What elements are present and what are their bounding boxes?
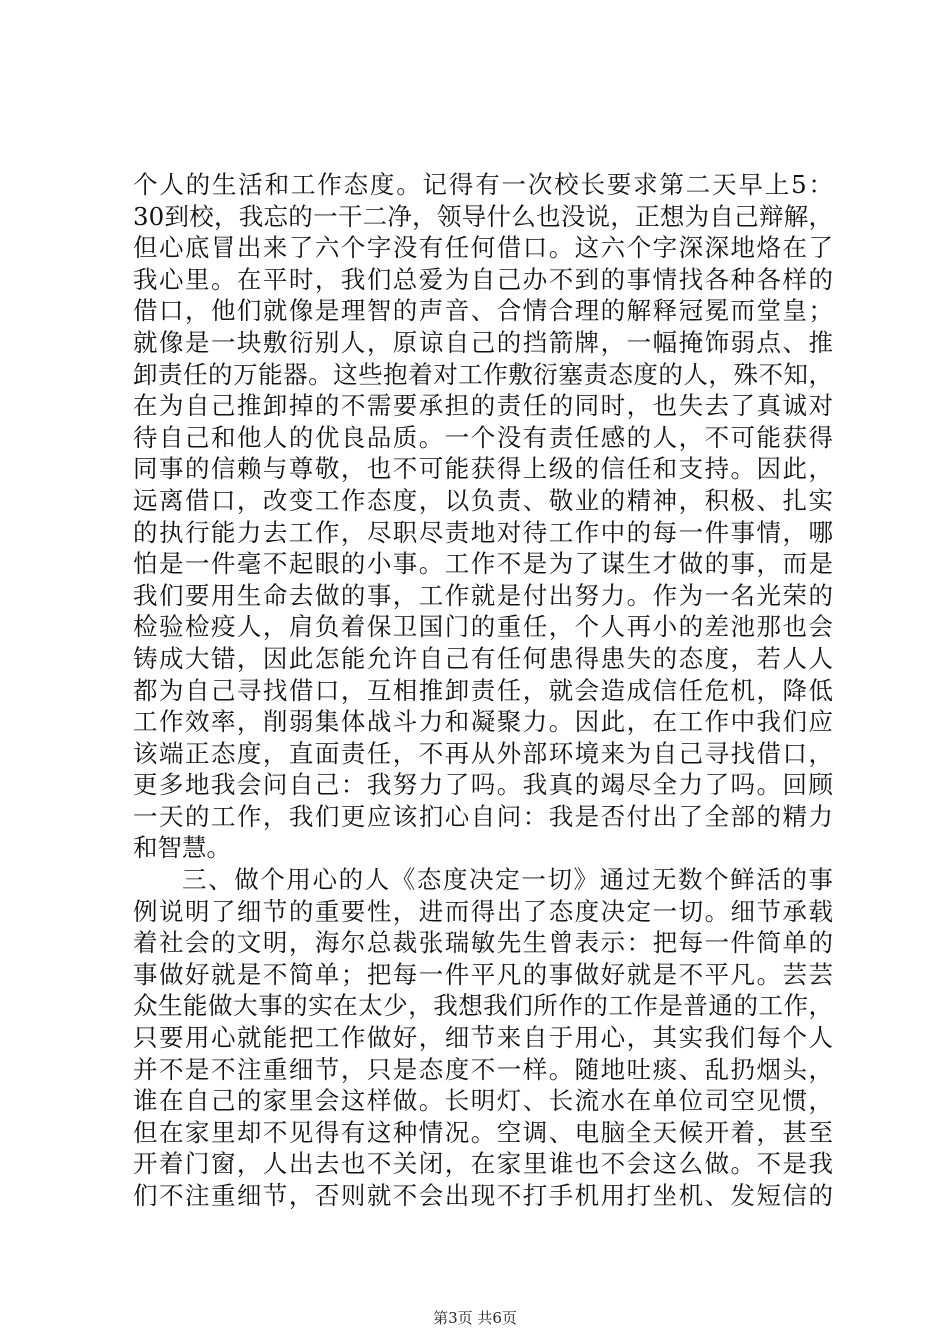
text-line: 就像是一块敷衍别人，原谅自己的挡箭牌，一幅掩饰弱点、推 <box>133 327 833 357</box>
text-line: 30到校，我忘的一干二净，领导什么也没说，正想为自己辩解， <box>133 201 833 231</box>
text-line: 例说明了细节的重要性，进而得出了态度决定一切。细节承载 <box>133 896 833 926</box>
text-line: 远离借口，改变工作态度，以负责、敬业的精神，积极、扎实 <box>133 485 833 515</box>
text-line: 都为自己寻找借口，互相推卸责任，就会造成信任危机，降低 <box>133 675 833 705</box>
text-line: 借口，他们就像是理智的声音、合情合理的解释冠冕而堂皇； <box>133 296 833 326</box>
text-line: 事做好就是不简单；把每一件平凡的事做好就是不平凡。芸芸 <box>133 959 833 989</box>
page-number-footer: 第3页 共6页 <box>433 1309 517 1327</box>
text-line: 我心里。在平时，我们总爱为自己办不到的事情找各种各样的 <box>133 264 833 294</box>
text-line: 怕是一件毫不起眼的小事。工作不是为了谋生才做的事，而是 <box>133 549 833 579</box>
text-line: 只要用心就能把工作做好，细节来自于用心，其实我们每个人 <box>133 1023 833 1053</box>
text-line: 待自己和他人的优良品质。一个没有责任感的人，不可能获得 <box>133 422 833 452</box>
text-line: 卸责任的万能器。这些抱着对工作敷衍塞责态度的人，殊不知， <box>133 359 833 389</box>
text-line: 并不是不注重细节，只是态度不一样。随地吐痰、乱扔烟头， <box>133 1054 833 1084</box>
paragraph-end-line: 和智慧。 <box>133 833 231 863</box>
text-line: 工作效率，削弱集体战斗力和凝聚力。因此，在工作中我们应 <box>133 707 833 737</box>
text-line: 着社会的文明，海尔总裁张瑞敏先生曾表示：把每一件简单的 <box>133 928 833 958</box>
text-line: 们不注重细节，否则就不会出现不打手机用打坐机、发短信的 <box>133 1181 833 1210</box>
text-line: 但在家里却不见得有这种情况。空调、电脑全天候开着，甚至 <box>133 1117 833 1147</box>
text-line: 检验检疫人，肩负着保卫国门的重任，个人再小的差池那也会 <box>133 612 833 642</box>
text-line: 的执行能力去工作，尽职尽责地对待工作中的每一件事情，哪 <box>133 517 833 547</box>
text-line: 同事的信赖与尊敬，也不可能获得上级的信任和支持。因此， <box>133 454 833 484</box>
text-line: 开着门窗，人出去也不关闭，在家里谁也不会这么做。不是我 <box>133 1149 833 1179</box>
text-line: 个人的生活和工作态度。记得有一次校长要求第二天早上5： <box>133 170 833 199</box>
text-line: 谁在自己的家里会这样做。长明灯、长流水在单位司空见惯， <box>133 1086 833 1116</box>
text-line: 铸成大错，因此怎能允许自己有任何患得患失的态度，若人人 <box>133 643 833 673</box>
text-line: 该端正态度，直面责任，不再从外部环境来为自己寻找借口， <box>133 738 833 768</box>
text-line: 更多地我会问自己：我努力了吗。我真的竭尽全力了吗。回顾 <box>133 770 833 800</box>
body-text <box>133 169 833 1212</box>
section-heading-line: 三、做个用心的人《态度决定一切》通过无数个鲜活的事 <box>182 865 833 895</box>
text-line: 在为自己推卸掉的不需要承担的责任的同时，也失去了真诚对 <box>133 391 833 421</box>
text-line: 一天的工作，我们更应该扪心自问：我是否付出了全部的精力 <box>133 801 833 831</box>
text-line: 我们要用生命去做的事，工作就是付出努力。作为一名光荣的 <box>133 580 833 610</box>
text-line: 但心底冒出来了六个字没有任何借口。这六个字深深地烙在了 <box>133 233 833 263</box>
text-line: 众生能做大事的实在太少，我想我们所作的工作是普通的工作， <box>133 991 833 1021</box>
